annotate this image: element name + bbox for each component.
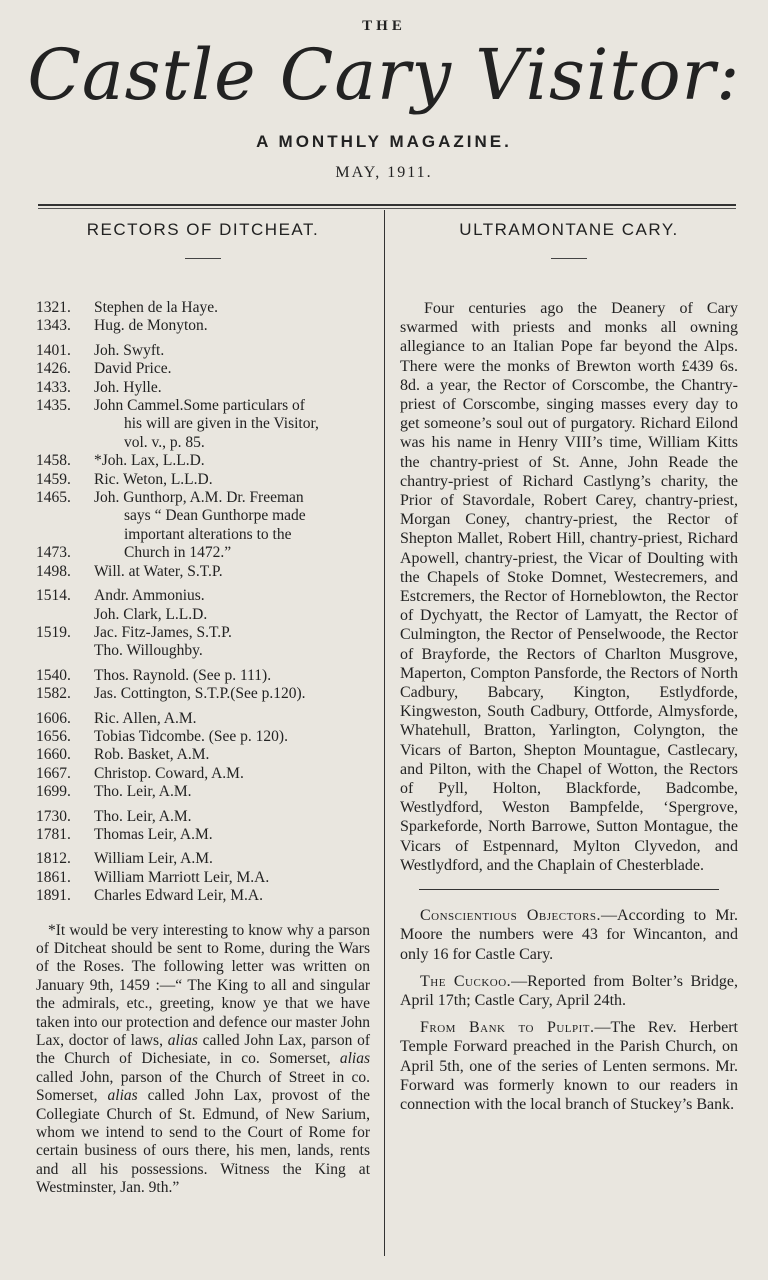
rector-name: Joh. Gunthorp, A.M. Dr. Freeman [94, 489, 304, 507]
rector-name: Church in 1472.” [124, 544, 232, 562]
rector-year: 1730. [36, 807, 71, 825]
heading-rule [185, 258, 221, 259]
rector-name: Joh. Hylle. [94, 378, 162, 396]
rector-year [66, 526, 124, 544]
rector-year: 1699. [36, 783, 71, 801]
rector-row [36, 728, 370, 746]
rector-name: Stephen de la Haye. [94, 299, 218, 316]
rector-name: Tho. Leir, A.M. [94, 783, 192, 801]
note-text: —According to Mr. Moore the numbers were 43 for Wincanton, and only 16 for Castle Cary. [400, 907, 738, 963]
note-objectors [400, 906, 738, 964]
note-lead: From Bank to Pulpit. [420, 1019, 595, 1037]
ultramontane-heading: ULTRAMONTANE CARY. [459, 220, 679, 239]
rector-name: important alterations to the [124, 525, 292, 543]
rector-row [36, 850, 370, 868]
rector-year: 1656. [36, 727, 71, 745]
rector-row [36, 746, 370, 764]
rector-name: Ric. Weton, L.L.D. [94, 470, 213, 488]
right-column [400, 216, 738, 1122]
footnote-text: called John Lax, parson of the Church of Dichesiate, in co. Somerset, [36, 1032, 371, 1068]
rector-row [36, 587, 370, 605]
rector-name: William Leir, A.M. [94, 850, 213, 868]
top-rule-thin [38, 208, 736, 209]
note-bank-to-pulpit [400, 1018, 738, 1114]
rector-row [36, 765, 370, 783]
rector-name: Jac. Fitz-James, S.T.P. [94, 623, 232, 641]
note-lead: Conscientious Objectors. [420, 907, 602, 925]
rector-year: 1321. [36, 299, 71, 316]
rector-name: *Joh. Lax, L.L.D. [94, 452, 205, 470]
rector-year: 1582. [36, 685, 71, 703]
rector-year: 1514. [36, 587, 71, 605]
rector-year: 1540. [36, 666, 71, 684]
rector-row [36, 869, 370, 887]
rector-year [66, 507, 124, 525]
rector-name: vol. v., p. 85. [124, 433, 205, 451]
footnote-alias: alias [107, 1087, 138, 1105]
ultramontane-article: Four centuries ago the Deanery of Cary swarmed with priests and monks all owning allegiance to an Italian Pope far beyond the Alps. There were the monks of Brewton worth £439 6s. 8d. a year, the Rector of Corscombe, the Chantry-priest of Corscombe, singing masses every day to get someone’s soul out of purgatory. Richard Eilond was his name in Henry VIII’s time, William Kitts the chantry-priest of St. Anne, John Reade the chantry-priest of Richard Castlyng’s charity, the Prior of Stavordale, Robert Carey, chantry-priest, Morgan Coney, chantry-priest, the Rector of Shepton Mallet, Robert Hill, chantry-priest, Richard Apowell, chantry-priest, the Vicar of Doulting with the Chapels of Stoke Domnet, Westecremers, and Estcremers, the Rector of Horneblowton, the Rector of Dychyatt, the Rector of Lamyatt, the Rector of Culmington, the Rector of Penselwoode, the Rector of Brayforde, the Rectors of Charlton Musgrove, Maperton, Compton Pansforde, the Rectors of North Cadbury, Babcary, Kington, Estlydforde, Kingweston, South Cadbury, Ottforde, Almysforde, Whatehull, Bratton, Yarlington, Colyngton, the Vicars of Barton, Shepton Mountague, Castlecary, and Pilton, with the Chapel of Wotton, the Rectors of Pyll, Holton, Blackforde, Badcombe, Westlydford, Weston Bampfelde, ‘Spergrove, Sparkeforde, North Barrowe, Sutton Montague, the Vicars of Estpennard, Mylton Clyvedon, and Westlydford, and the Chaplain of Chesterblade. [400, 300, 738, 874]
rector-year: 1401. [36, 341, 71, 359]
rector-year: 1458. [36, 452, 71, 470]
rector-year: 1343. [36, 317, 71, 335]
rector-row [36, 606, 370, 624]
footnote-alias: alias [167, 1032, 198, 1050]
section-separator [419, 889, 719, 890]
rector-name: Joh. Swyft. [94, 341, 165, 359]
masthead-subtitle: A MONTHLY MAGAZINE. [256, 132, 512, 151]
footnote-text: *It would be very interesting to know why a parson of Ditcheat should be sent to Rome, during the Wars of the Roses. The following letter was written on January 9th, 1459 :—“ The King to all and singular the admirals, etc., greeting, know ye that we have taken into our protection and defence our master John Lax, doctor of laws, [36, 921, 370, 1050]
issue-date: MAY, 1911. [335, 164, 433, 181]
rector-year: 1459. [36, 470, 71, 488]
rector-year [66, 434, 124, 452]
rector-row [36, 507, 370, 525]
heading-rule [551, 258, 587, 259]
footnote-text: called John Lax, provost of the Collegiate Church of St. Edmund, of New Sarium, whom we intend to send to the Court of Rome for certain business of ours there, his men, lands, rents and all his possessions. Witness the King at Westminster, Jan. 9th.” [36, 1087, 370, 1197]
rector-name: Andr. Ammonius. [94, 587, 205, 605]
rector-row [36, 434, 370, 452]
rector-name: Joh. Clark, L.L.D. [94, 605, 208, 623]
rector-name: Tobias Tidcombe. (See p. 120). [94, 727, 288, 745]
rector-year: 1667. [36, 764, 71, 782]
rector-year: 1891. [36, 887, 71, 905]
masthead-title: Castle Cary Visitor: [27, 34, 741, 116]
footnote-text: called John, parson of the Church of Street in co. Somerset, [36, 1068, 370, 1105]
rector-row [36, 379, 370, 397]
rector-row [36, 397, 370, 415]
rector-name: John Cammel.Some particulars of [94, 397, 305, 415]
masthead-the: THE [362, 18, 406, 34]
rector-row [36, 489, 370, 507]
note-text: —The Rev. Herbert Temple Forward preached in the Parish Church, on April 5th, one of the series of Lenten sermons. Mr. Forward was formerly known to our readers in connection with the local branch of Stuckey’s Bank. [400, 1019, 738, 1113]
column-divider [384, 210, 385, 1256]
rector-year: 1433. [36, 378, 71, 396]
rector-year: 1435. [36, 397, 71, 415]
rector-name: Charles Edward Leir, M.A. [94, 887, 263, 905]
rector-row [36, 685, 370, 703]
rector-row [36, 452, 370, 470]
rector-name: says “ Dean Gunthorpe made [124, 507, 306, 525]
rector-row [36, 360, 370, 378]
rector-row [36, 667, 370, 685]
note-text: —Reported from Bolter’s Bridge, April 17th; Castle Cary, April 24th. [400, 972, 738, 1009]
rector-row [36, 544, 370, 562]
rector-name: Jas. Cottington, S.T.P.(See p.120). [94, 685, 306, 703]
lax-footnote [36, 922, 370, 1198]
rector-row [36, 808, 370, 826]
rector-name: David Price. [94, 360, 172, 378]
rector-year: 1660. [36, 746, 71, 764]
rector-name: Thos. Raynold. (See p. 111). [94, 666, 272, 684]
rector-row [36, 342, 370, 360]
rector-name: his will are given in the Visitor, [124, 415, 319, 433]
rector-name: Rob. Basket, A.M. [94, 746, 210, 764]
rector-row [36, 471, 370, 489]
rector-year: 1426. [36, 360, 71, 378]
rector-year: 1473. [36, 544, 71, 562]
footnote-alias: alias [339, 1050, 370, 1068]
rector-name: Christop. Coward, A.M. [94, 764, 244, 782]
rector-name: Tho. Willoughby. [94, 642, 203, 660]
rector-row [36, 710, 370, 728]
rector-row [36, 415, 370, 433]
rector-row [36, 783, 370, 801]
rector-name: Will. at Water, S.T.P. [94, 562, 223, 580]
note-cuckoo [400, 972, 738, 1010]
rector-row [36, 826, 370, 844]
rector-year: 1498. [36, 562, 71, 580]
rector-name: Ric. Allen, A.M. [94, 709, 197, 727]
rector-row [36, 526, 370, 544]
rector-year [36, 606, 94, 624]
left-column [36, 216, 370, 1198]
rector-year [66, 415, 124, 433]
rector-name: William Marriott Leir, M.A. [94, 868, 270, 886]
top-rule [38, 204, 736, 206]
rector-row [36, 563, 370, 581]
rector-year: 1519. [36, 623, 71, 641]
rector-row [36, 624, 370, 642]
rector-name: Hug. de Monyton. [94, 317, 208, 335]
rector-row [36, 642, 370, 660]
rector-row [36, 317, 370, 335]
rector-name: Tho. Leir, A.M. [94, 807, 192, 825]
rector-row [36, 299, 370, 317]
rector-year: 1812. [36, 850, 71, 868]
rector-name: Thomas Leir, A.M. [94, 825, 213, 843]
rector-year: 1465. [36, 489, 71, 507]
rector-year [36, 642, 94, 660]
rector-year: 1861. [36, 868, 71, 886]
rector-row [36, 887, 370, 905]
rector-year: 1606. [36, 709, 71, 727]
rector-year: 1781. [36, 825, 71, 843]
note-lead: The Cuckoo. [420, 972, 512, 990]
rectors-heading: RECTORS OF DITCHEAT. [86, 220, 320, 239]
rectors-list [36, 299, 370, 906]
